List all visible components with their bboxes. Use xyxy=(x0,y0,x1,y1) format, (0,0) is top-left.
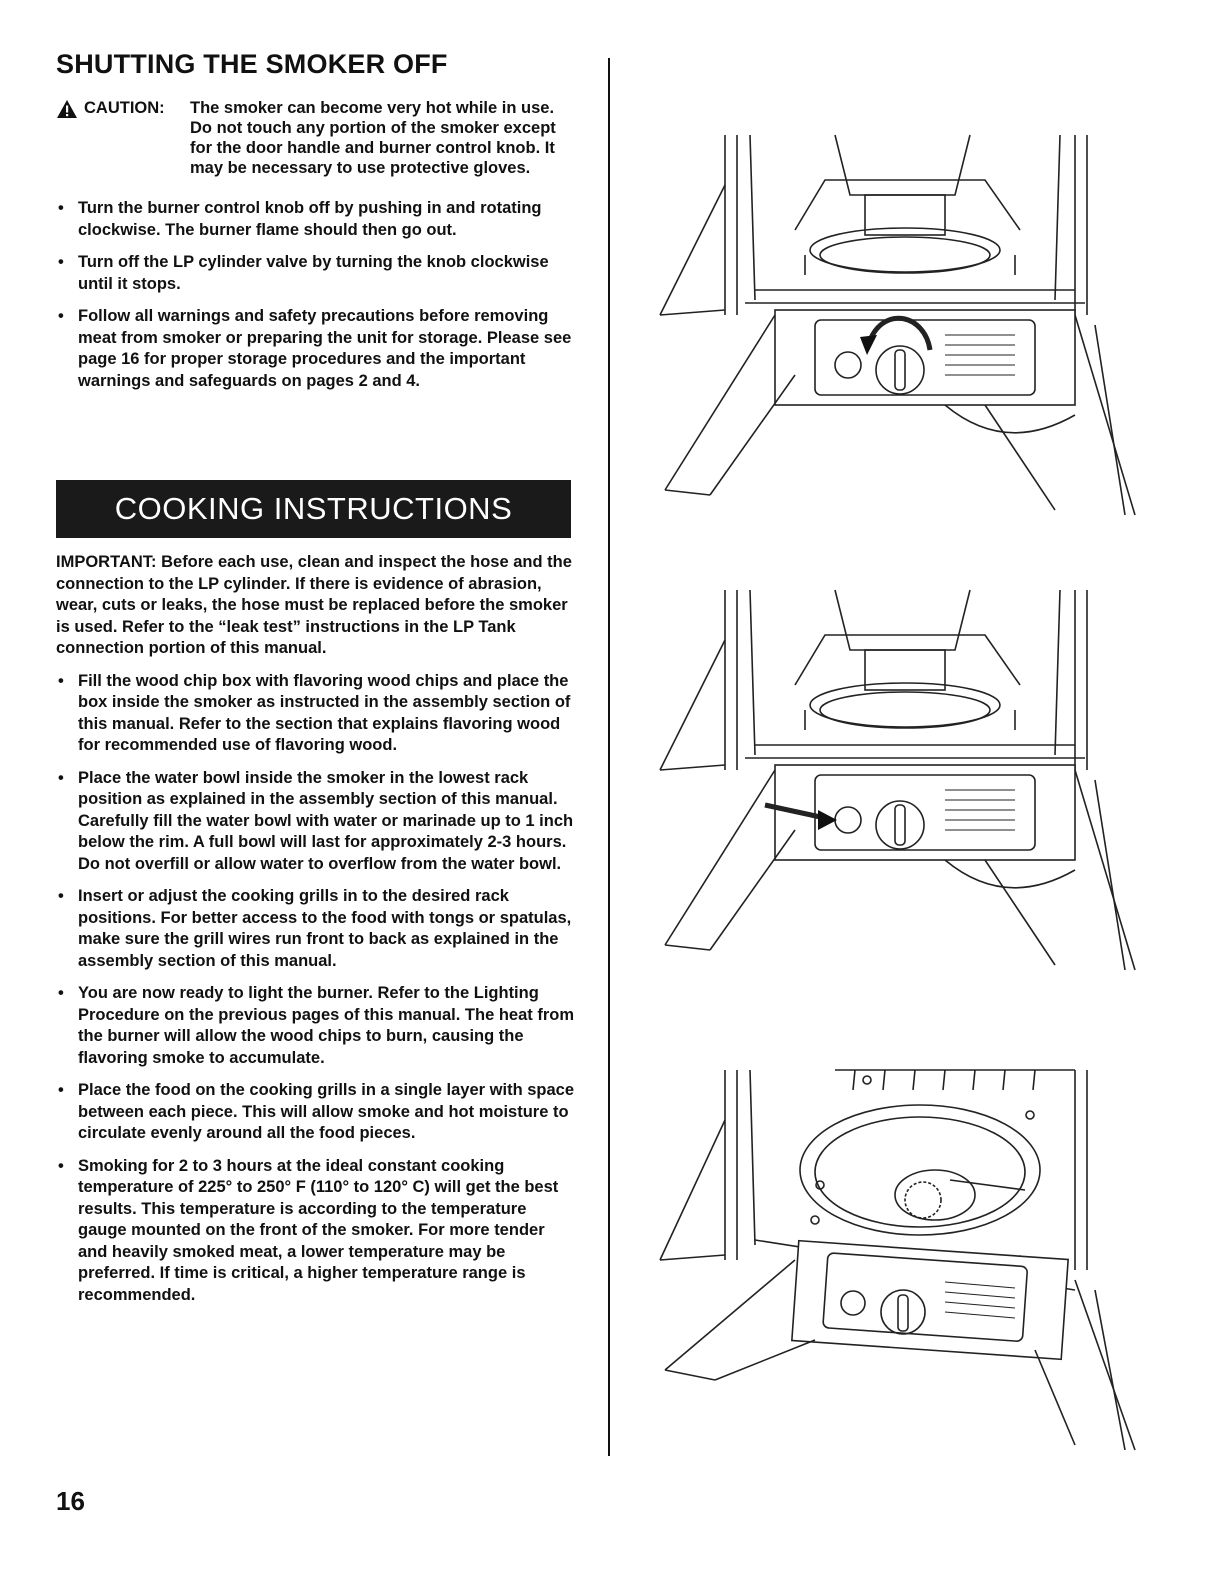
smoker-igniter-illustration xyxy=(655,580,1145,980)
bullet: • xyxy=(58,1156,64,1175)
cooking-steps xyxy=(56,671,576,1307)
list-item-text: Turn the burner control knob off by pushing in and rotating clockwise. The burner flame should then go out. xyxy=(78,199,542,239)
list-item xyxy=(56,671,576,757)
caution-label: CAUTION: xyxy=(84,99,165,117)
caution-text: The smoker can become very hot while in use. Do not touch any portion of the smoker except for the door handle and burner control knob. It may be necessary to use protective gloves. xyxy=(190,99,556,177)
list-item-text: Place the water bowl inside the smoker in the lowest rack position as explained in the assembly section of this manual. Carefully fill the water bowl with water or marinade up to 1 inch below the rim. A full bowl will last for approximately 2-3 hours. Do not overfill or allow water to overflow from the water bowl. xyxy=(78,768,574,873)
list-item xyxy=(56,306,576,392)
bullet: • xyxy=(58,199,64,217)
bullet: • xyxy=(58,253,64,271)
section-title: SHUTTING THE SMOKER OFF xyxy=(56,49,448,79)
list-item-text: Fill the wood chip box with flavoring wood chips and place the box inside the smoker as instructed in the assembly section of this manual. Refer to the section that explains flavoring wood for recommended use of flavoring wood. xyxy=(78,671,571,754)
smoker-burner-illustration xyxy=(655,1060,1145,1460)
smoker-knob-off-illustration xyxy=(655,125,1145,525)
figure-burner-lit xyxy=(655,1060,1145,1460)
list-item-text: Place the food on the cooking grills in a single layer with space between each piece. This will allow smoke and hot moisture to circulate evenly around all the food pieces. xyxy=(78,1081,575,1142)
list-item-text: Smoking for 2 to 3 hours at the ideal constant cooking temperature of 225° to 250° F (110° to 120° C) will get the best results. This temperature is according to the temperature gauge mounted on the front of the smoker. For more tender and heavily smoked meat, a lower temperature may be preferred. If time is critical, a higher temperature range is recommended. xyxy=(78,1156,559,1304)
caution-label-wrap xyxy=(56,98,190,178)
bullet: • xyxy=(58,671,64,690)
list-item xyxy=(56,768,576,876)
figure-igniter xyxy=(655,580,1145,980)
caution-block xyxy=(56,98,576,178)
list-item xyxy=(56,1156,576,1307)
list-item xyxy=(56,983,576,1069)
shutoff-steps xyxy=(56,198,576,392)
list-item-text: Insert or adjust the cooking grills in to the desired rack positions. For better access to the food with tongs or spatulas, make sure the grill wires run front to back as explained in the assembly section of this manual. xyxy=(78,887,572,970)
list-item xyxy=(56,886,576,972)
bullet: • xyxy=(58,307,64,325)
list-item-text: Turn off the LP cylinder valve by turning the knob clockwise until it stops. xyxy=(78,253,549,293)
cooking-section xyxy=(56,552,576,1317)
bullet: • xyxy=(58,1081,64,1099)
shutting-off-section xyxy=(56,48,576,403)
list-item-text: You are now ready to light the burner. Refer to the Lighting Procedure on the previous pages of this manual. The heat from the burner will allow the wood chips to burn, causing the flavoring smoke to accumulate. xyxy=(78,984,575,1067)
bullet: • xyxy=(58,887,64,905)
bullet: • xyxy=(58,984,64,1002)
figure-knob-off xyxy=(655,125,1145,525)
list-item-text: Follow all warnings and safety precautions before removing meat from smoker or preparing the unit for storage. Please see page 16 for proper storage procedures and the important warnings and safeguards on pages 2 and 4. xyxy=(78,307,572,390)
list-item xyxy=(56,252,576,295)
list-item xyxy=(56,198,576,241)
warning-triangle-icon xyxy=(56,99,78,119)
list-item xyxy=(56,1080,576,1145)
bullet: • xyxy=(58,768,64,787)
column-divider xyxy=(608,58,610,1456)
important-note: IMPORTANT: Before each use, clean and inspect the hose and the connection to the LP cylinder. If there is evidence of abrasion, wear, cuts or leaks, the hose must be replaced before the smoker is used. Refer to the “leak test” instructions in the LP Tank connection portion of this manual. xyxy=(56,553,572,657)
cooking-instructions-banner: COOKING INSTRUCTIONS xyxy=(56,480,571,538)
page-number: 16 xyxy=(56,1486,85,1516)
